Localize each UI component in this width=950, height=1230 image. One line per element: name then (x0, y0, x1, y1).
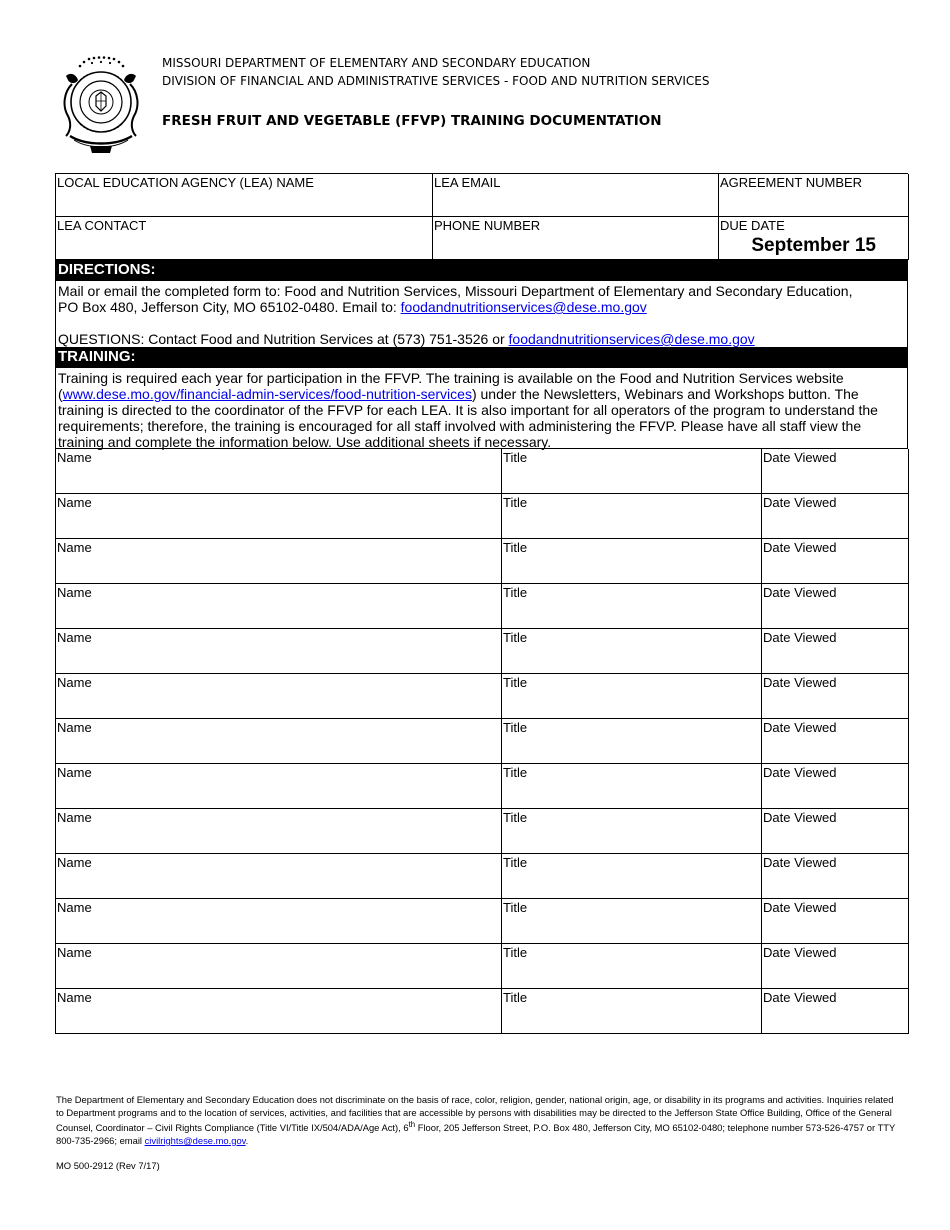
roster-date-viewed-field[interactable] (762, 899, 909, 944)
roster-title-label: Title (503, 495, 528, 510)
directions-line-2-text: PO Box 480, Jefferson City, MO 65102-0480. Email to: (58, 299, 401, 315)
roster-title-label: Title (503, 630, 528, 645)
agreement-number-label: AGREEMENT NUMBER (720, 175, 863, 190)
lea-email-field[interactable] (433, 174, 719, 217)
roster-name-label: Name (57, 900, 92, 915)
nondiscrimination-statement (56, 1094, 902, 1148)
directions-text (55, 281, 908, 347)
roster-name-field[interactable] (56, 449, 502, 494)
directions-heading: DIRECTIONS: (55, 260, 908, 281)
division-name: DIVISION OF FINANCIAL AND ADMINISTRATIVE SERVICES - FOOD AND NUTRITION SERVICES (162, 74, 710, 88)
roster-title-field[interactable] (502, 809, 762, 854)
roster-date-viewed-label: Date Viewed (763, 540, 837, 555)
roster-date-viewed-label: Date Viewed (763, 450, 837, 465)
training-heading: TRAINING: (55, 347, 908, 368)
training-paragraph (58, 370, 905, 450)
roster-name-field[interactable] (56, 809, 502, 854)
roster-date-viewed-field[interactable] (762, 449, 909, 494)
roster-title-field[interactable] (502, 899, 762, 944)
roster-date-viewed-field[interactable] (762, 584, 909, 629)
roster-date-viewed-label: Date Viewed (763, 630, 837, 645)
due-date-cell (719, 217, 909, 260)
roster-name-label: Name (57, 630, 92, 645)
training-form (55, 173, 908, 1034)
roster-name-field[interactable] (56, 629, 502, 674)
roster-name-label: Name (57, 810, 92, 825)
roster-date-viewed-label: Date Viewed (763, 585, 837, 600)
roster-title-field[interactable] (502, 584, 762, 629)
roster-title-field[interactable] (502, 494, 762, 539)
footer-superscript: th (408, 1120, 416, 1130)
roster-date-viewed-label: Date Viewed (763, 765, 837, 780)
roster-title-field[interactable] (502, 989, 762, 1034)
phone-number-field[interactable] (433, 217, 719, 260)
training-text (55, 368, 908, 448)
lea-info-table (55, 173, 908, 260)
roster-title-label: Title (503, 945, 528, 960)
page-title: FRESH FRUIT AND VEGETABLE (FFVP) TRAINING DOCUMENTATION (162, 113, 662, 129)
roster-name-label: Name (57, 585, 92, 600)
roster-name-field[interactable] (56, 674, 502, 719)
roster-name-field[interactable] (56, 854, 502, 899)
roster-name-label: Name (57, 855, 92, 870)
roster-title-field[interactable] (502, 629, 762, 674)
roster-date-viewed-field[interactable] (762, 854, 909, 899)
directions-line-2 (58, 299, 905, 315)
roster-date-viewed-label: Date Viewed (763, 810, 837, 825)
roster-name-field[interactable] (56, 719, 502, 764)
roster-name-label: Name (57, 945, 92, 960)
roster-name-field[interactable] (56, 899, 502, 944)
roster-title-label: Title (503, 855, 528, 870)
roster-date-viewed-label: Date Viewed (763, 990, 837, 1005)
civil-rights-email-link[interactable]: civilrights@dese.mo.gov (144, 1134, 246, 1146)
lea-contact-label: LEA CONTACT (57, 218, 147, 233)
roster-title-label: Title (503, 720, 528, 735)
questions-line (58, 331, 905, 347)
roster-title-field[interactable] (502, 764, 762, 809)
roster-date-viewed-field[interactable] (762, 674, 909, 719)
roster-title-label: Title (503, 540, 528, 555)
roster-title-label: Title (503, 450, 528, 465)
agreement-number-field[interactable] (719, 174, 909, 217)
due-date-label: DUE DATE (720, 218, 785, 233)
footer-text-1: The Department of Elementary and Secondary Education does not discriminate on the basis of race, color, religion, gender, national origin, age, or disability in its programs and activities. Inquiries related to Department programs and to the location of services, activities, and facilities that are accessible by persons with disabilities may be directed to the Jefferson State Office Building, Office of the General Counsel, Coordinator – Civil Rights Compliance (Title VI/Title IX/504/ADA/Age Act), 6 (56, 1094, 894, 1134)
due-date-value: September 15 (751, 235, 876, 256)
roster-title-label: Title (503, 810, 528, 825)
footer-text-2: Floor, 205 Jefferson Street, P.O. Box 480, Jefferson City, MO 65102-0480; telephone number 573-526-4757 or TTY 800-735-2966; email (56, 1122, 896, 1146)
roster-title-field[interactable] (502, 854, 762, 899)
roster-name-label: Name (57, 495, 92, 510)
roster-name-label: Name (57, 675, 92, 690)
roster-name-label: Name (57, 450, 92, 465)
lea-contact-field[interactable] (56, 217, 433, 260)
training-text-2: ) under the Newsletters, Webinars and Workshops button. The training is directed to the coordinator of the FFVP for each LEA. It is also important for all operators of the program to understand the requirements; therefore, the training is encouraged for all staff involved with administering the FFVP. Please have all staff view the training and complete the information below. Use additional sheets if necessary. (58, 386, 878, 450)
footer-text-3: . (245, 1134, 249, 1146)
roster-name-field[interactable] (56, 539, 502, 584)
phone-number-label: PHONE NUMBER (434, 218, 541, 233)
roster-title-label: Title (503, 765, 528, 780)
roster-date-viewed-label: Date Viewed (763, 945, 837, 960)
directions-email-link[interactable]: foodandnutritionservices@dese.mo.gov (400, 299, 647, 315)
roster-date-viewed-label: Date Viewed (763, 495, 837, 510)
training-text-1: Training is required each year for participation in the FFVP. The training is available on the Food and Nutrition Services website ( (58, 370, 844, 402)
roster-title-field[interactable] (502, 674, 762, 719)
roster-title-field[interactable] (502, 449, 762, 494)
lea-email-label: LEA EMAIL (434, 175, 501, 190)
agency-name: MISSOURI DEPARTMENT OF ELEMENTARY AND SECONDARY EDUCATION (162, 56, 591, 70)
missouri-state-seal-icon (56, 54, 146, 156)
roster-date-viewed-field[interactable] (762, 764, 909, 809)
roster-name-label: Name (57, 540, 92, 555)
roster-date-viewed-label: Date Viewed (763, 720, 837, 735)
roster-date-viewed-label: Date Viewed (763, 855, 837, 870)
training-roster-table (55, 448, 908, 1034)
roster-name-label: Name (57, 765, 92, 780)
roster-date-viewed-label: Date Viewed (763, 675, 837, 690)
training-website-link[interactable]: www.dese.mo.gov/financial-admin-services/food-nutrition-services (62, 386, 472, 402)
lea-name-label: LOCAL EDUCATION AGENCY (LEA) NAME (57, 175, 314, 190)
roster-title-field[interactable] (502, 539, 762, 584)
roster-title-label: Title (503, 585, 528, 600)
directions-line-1: Mail or email the completed form to: Food and Nutrition Services, Missouri Department of Elementary and Secondary Education, (58, 283, 853, 299)
roster-title-label: Title (503, 675, 528, 690)
roster-name-field[interactable] (56, 494, 502, 539)
roster-name-field[interactable] (56, 989, 502, 1034)
roster-name-field[interactable] (56, 944, 502, 989)
roster-name-label: Name (57, 990, 92, 1005)
roster-title-label: Title (503, 990, 528, 1005)
form-number: MO 500-2912 (Rev 7/17) (56, 1160, 160, 1171)
roster-name-field[interactable] (56, 764, 502, 809)
roster-title-field[interactable] (502, 944, 762, 989)
roster-name-field[interactable] (56, 584, 502, 629)
roster-date-viewed-field[interactable] (762, 629, 909, 674)
roster-date-viewed-field[interactable] (762, 494, 909, 539)
roster-date-viewed-label: Date Viewed (763, 900, 837, 915)
questions-email-link[interactable]: foodandnutritionservices@dese.mo.gov (508, 331, 755, 347)
lea-name-field[interactable] (56, 174, 433, 217)
roster-date-viewed-field[interactable] (762, 719, 909, 764)
roster-date-viewed-field[interactable] (762, 944, 909, 989)
roster-title-field[interactable] (502, 719, 762, 764)
roster-date-viewed-field[interactable] (762, 989, 909, 1034)
roster-name-label: Name (57, 720, 92, 735)
roster-date-viewed-field[interactable] (762, 809, 909, 854)
roster-date-viewed-field[interactable] (762, 539, 909, 584)
roster-title-label: Title (503, 900, 528, 915)
questions-text: QUESTIONS: Contact Food and Nutrition Services at (573) 751-3526 or (58, 331, 509, 347)
